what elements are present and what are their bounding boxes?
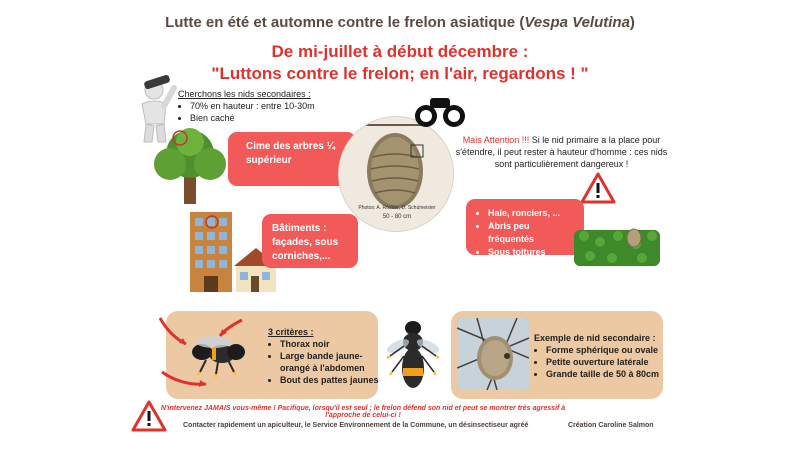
warning-icon bbox=[580, 172, 616, 204]
slogan-line-1: De mi-juillet à début décembre : bbox=[271, 42, 529, 61]
secondary-nest-photo bbox=[457, 318, 529, 390]
search-block bbox=[178, 88, 338, 124]
pill-buildings-text: Bâtiments : façades, sous corniches,... bbox=[272, 223, 339, 262]
attention-text bbox=[454, 134, 669, 170]
criteria-block bbox=[268, 326, 380, 386]
footer-contact: Contacter rapidement un apiculteur, le Service Environnement de la Commune, un désinsectiseur agréé bbox=[183, 422, 529, 429]
slogan-line-2: "Luttons contre le frelon; en l'air, regardons ! " bbox=[211, 64, 589, 83]
criteria-item: • Bout des pattes jaunes bbox=[280, 374, 380, 386]
hedge-icon bbox=[572, 222, 662, 268]
criteria-item: • Large bande jaune-orangé à l'abdomen bbox=[280, 350, 380, 374]
footer-warning: N'intervenez JAMAIS vous-même ! Pacifique, lorsqu'il est seul ; le frelon défend son nid et peut se montrer très agressif à l'approche de celui-ci ! bbox=[160, 405, 566, 419]
criteria-heading: 3 critères : bbox=[268, 327, 314, 337]
hedge-item: • Haie, ronciers, ... bbox=[488, 207, 574, 220]
footer-credit: Création Caroline Salmon bbox=[568, 422, 654, 429]
photo-credit: Photos: A. Rôdder, D. Schümeister bbox=[358, 205, 436, 211]
page-title bbox=[0, 14, 800, 31]
search-item: • 70% en hauteur : entre 10-30m bbox=[190, 100, 338, 112]
title-end: ) bbox=[629, 14, 635, 31]
secondary-nest-item: • Petite ouverture latérale bbox=[546, 356, 664, 368]
hornet-arrows-image bbox=[156, 314, 278, 388]
pill-hedges bbox=[466, 199, 584, 255]
title-main: Lutte en été et automne contre le frelon asiatique ( bbox=[165, 14, 525, 31]
hornet-icon bbox=[384, 316, 442, 392]
pill-buildings bbox=[262, 214, 358, 268]
hedge-item: • Sous toitures bbox=[488, 246, 574, 259]
hedge-item: • Abris peu fréquentés bbox=[488, 220, 574, 246]
pill-trees bbox=[228, 132, 356, 186]
secondary-nest-item: • Forme sphérique ou ovale bbox=[546, 344, 664, 356]
secondary-nest-heading: Exemple de nid secondaire : bbox=[534, 333, 656, 343]
secondary-nest-block bbox=[534, 332, 664, 380]
photo-size: 50 - 80 cm bbox=[382, 214, 412, 220]
attention-body: Si le nid primaire a la place pour s'étendre, il peut rester à hauteur d'homme : ces nids sont particulièrement dangereux ! bbox=[455, 135, 668, 169]
secondary-nest-image bbox=[457, 318, 529, 390]
pill-trees-text: Cime des arbres ¼ supérieur bbox=[246, 141, 335, 166]
search-heading: Cherchons les nids secondaires : bbox=[178, 89, 311, 99]
attention-label: Mais Attention !!! bbox=[462, 135, 530, 145]
criteria-item: • Thorax noir bbox=[280, 338, 380, 350]
binoculars-icon bbox=[414, 92, 466, 132]
title-species: Vespa Velutina bbox=[524, 14, 630, 31]
tree-icon bbox=[150, 124, 230, 206]
search-item: • Bien caché bbox=[190, 112, 338, 124]
secondary-nest-item: • Grande taille de 50 à 80cm bbox=[546, 368, 664, 380]
